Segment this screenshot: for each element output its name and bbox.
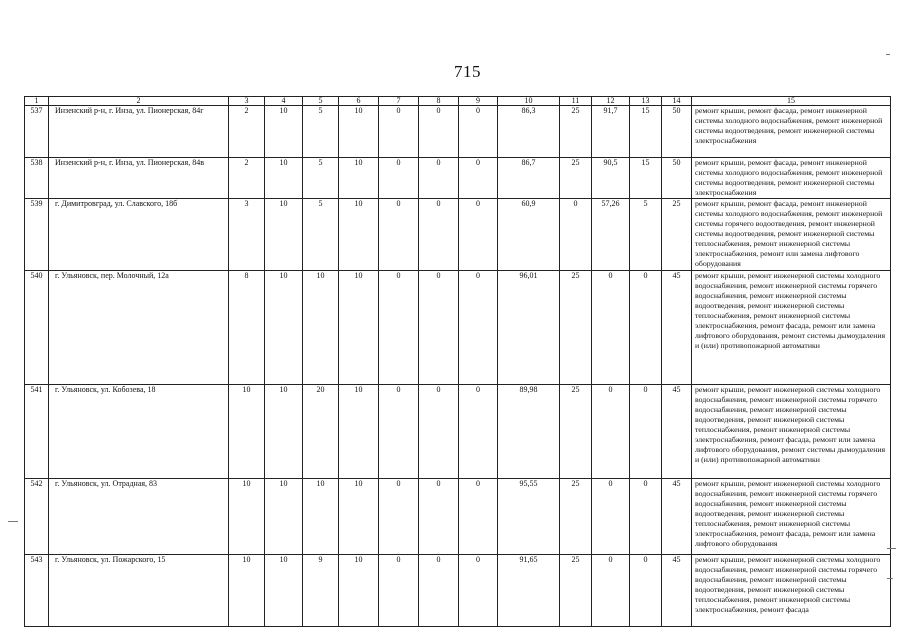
value-cell: 50 <box>662 106 692 158</box>
row-number: 539 <box>25 199 49 270</box>
value-cell: 57,26 <box>592 199 630 270</box>
value-cell: 90,5 <box>592 158 630 199</box>
value-cell: 0 <box>419 270 459 384</box>
page-number: 715 <box>454 62 481 81</box>
column-number: 3 <box>229 97 265 106</box>
value-cell: 10 <box>339 554 379 626</box>
value-cell: 0 <box>592 270 630 384</box>
value-cell: 3 <box>229 199 265 270</box>
value-cell: 5 <box>303 158 339 199</box>
value-cell: 0 <box>459 478 498 554</box>
value-cell: 45 <box>662 478 692 554</box>
value-cell: 0 <box>379 106 419 158</box>
value-cell: 10 <box>229 554 265 626</box>
header-row <box>25 97 891 106</box>
column-number: 10 <box>498 97 560 106</box>
value-cell: 0 <box>630 270 662 384</box>
works-cell: ремонт крыши, ремонт фасада, ремонт инженерной системы холодного водоснабжения, ремонт инженерной системы водоотведения, ремонт инженерной системы электроснабжения <box>692 158 891 199</box>
value-cell: 0 <box>592 478 630 554</box>
value-cell: 95,55 <box>498 478 560 554</box>
value-cell: 10 <box>339 478 379 554</box>
value-cell: 0 <box>379 478 419 554</box>
value-cell: 0 <box>459 384 498 478</box>
table-row <box>25 270 891 384</box>
column-number: 13 <box>630 97 662 106</box>
column-number: 4 <box>265 97 303 106</box>
value-cell: 0 <box>379 554 419 626</box>
value-cell: 0 <box>560 199 592 270</box>
value-cell: 25 <box>560 106 592 158</box>
value-cell: 10 <box>265 106 303 158</box>
value-cell: 0 <box>379 158 419 199</box>
margin-mark-right <box>887 548 896 549</box>
value-cell: 10 <box>339 158 379 199</box>
column-number: 5 <box>303 97 339 106</box>
address-cell: г. Ульяновск, ул. Пожарского, 15 <box>49 554 229 626</box>
row-number: 538 <box>25 158 49 199</box>
column-number: 12 <box>592 97 630 106</box>
value-cell: 0 <box>419 158 459 199</box>
value-cell: 25 <box>560 270 592 384</box>
column-number: 7 <box>379 97 419 106</box>
column-number: 15 <box>692 97 891 106</box>
value-cell: 10 <box>265 158 303 199</box>
value-cell: 0 <box>419 554 459 626</box>
value-cell: 0 <box>592 384 630 478</box>
address-cell: г. Димитровград, ул. Славского, 18б <box>49 199 229 270</box>
value-cell: 20 <box>303 384 339 478</box>
value-cell: 25 <box>560 384 592 478</box>
value-cell: 0 <box>379 199 419 270</box>
address-cell: г. Ульяновск, пер. Молочный, 12а <box>49 270 229 384</box>
value-cell: 0 <box>459 106 498 158</box>
value-cell: 10 <box>265 199 303 270</box>
works-cell: ремонт крыши, ремонт инженерной системы холодного водоснабжения, ремонт инженерной системы горячего водоснабжения, ремонт инженерной системы водоотведения, ремонт инженерной системы теплоснабжения, ремонт инженерной системы электроснабжения, ремонт фасада, ремонт или замена лифтового оборудования, ремонт системы дымоудаления и (или) противопожарной автоматики <box>692 270 891 384</box>
value-cell: 10 <box>265 384 303 478</box>
value-cell: 0 <box>592 554 630 626</box>
value-cell: 5 <box>303 106 339 158</box>
works-cell: ремонт крыши, ремонт фасада, ремонт инженерной системы холодного водоснабжения, ремонт инженерной системы горячего водоотведения, ремонт инженерной системы водоотведения, ремонт инженерной системы теплоснабжения, ремонт инженерной системы электроснабжения, ремонт или замена лифтового оборудования <box>692 199 891 270</box>
row-number: 541 <box>25 384 49 478</box>
value-cell: 45 <box>662 270 692 384</box>
column-number: 2 <box>49 97 229 106</box>
value-cell: 10 <box>339 270 379 384</box>
value-cell: 50 <box>662 158 692 199</box>
column-number: 8 <box>419 97 459 106</box>
value-cell: 89,98 <box>498 384 560 478</box>
value-cell: 0 <box>630 554 662 626</box>
row-number: 540 <box>25 270 49 384</box>
value-cell: 60,9 <box>498 199 560 270</box>
repair-table <box>24 96 891 627</box>
value-cell: 10 <box>303 270 339 384</box>
table-row <box>25 478 891 554</box>
value-cell: 0 <box>379 384 419 478</box>
margin-mark-left <box>8 521 18 522</box>
value-cell: 10 <box>265 270 303 384</box>
value-cell: 0 <box>419 478 459 554</box>
column-number: 14 <box>662 97 692 106</box>
value-cell: 10 <box>339 384 379 478</box>
value-cell: 45 <box>662 554 692 626</box>
value-cell: 0 <box>419 106 459 158</box>
value-cell: 8 <box>229 270 265 384</box>
column-number: 6 <box>339 97 379 106</box>
works-cell: ремонт крыши, ремонт фасада, ремонт инженерной системы холодного водоснабжения, ремонт инженерной системы водоотведения, ремонт инженерной системы электроснабжения <box>692 106 891 158</box>
value-cell: 91,7 <box>592 106 630 158</box>
value-cell: 45 <box>662 384 692 478</box>
value-cell: 25 <box>560 478 592 554</box>
value-cell: 0 <box>630 478 662 554</box>
value-cell: 10 <box>229 478 265 554</box>
value-cell: 5 <box>630 199 662 270</box>
value-cell: 2 <box>229 158 265 199</box>
value-cell: 25 <box>662 199 692 270</box>
value-cell: 91,65 <box>498 554 560 626</box>
value-cell: 15 <box>630 158 662 199</box>
table-row <box>25 199 891 270</box>
table-row <box>25 106 891 158</box>
value-cell: 2 <box>229 106 265 158</box>
value-cell: 10 <box>229 384 265 478</box>
value-cell: 0 <box>459 199 498 270</box>
value-cell: 10 <box>265 478 303 554</box>
row-number: 542 <box>25 478 49 554</box>
value-cell: 10 <box>303 478 339 554</box>
value-cell: 0 <box>459 554 498 626</box>
value-cell: 5 <box>303 199 339 270</box>
value-cell: 9 <box>303 554 339 626</box>
value-cell: 0 <box>419 199 459 270</box>
works-cell: ремонт крыши, ремонт инженерной системы холодного водоснабжения, ремонт инженерной системы горячего водоснабжения, ремонт инженерной системы водоотведения, ремонт инженерной системы теплоснабжения, ремонт инженерной системы электроснабжения, ремонт фасада <box>692 554 891 626</box>
value-cell: 10 <box>339 199 379 270</box>
works-cell: ремонт крыши, ремонт инженерной системы холодного водоснабжения, ремонт инженерной системы горячего водоснабжения, ремонт инженерной системы водоотведения, ремонт инженерной системы теплоснабжения, ремонт инженерной системы электроснабжения, ремонт фасада, ремонт или замена лифтового оборудования, ремонт системы дымоудаления и (или) противопожарной автоматики <box>692 384 891 478</box>
margin-mark-right-top <box>886 54 890 55</box>
value-cell: 0 <box>459 270 498 384</box>
value-cell: 10 <box>265 554 303 626</box>
table-row <box>25 158 891 199</box>
address-cell: г. Ульяновск, ул. Кобозева, 18 <box>49 384 229 478</box>
value-cell: 0 <box>459 158 498 199</box>
column-number: 1 <box>25 97 49 106</box>
address-cell: Инзенский р-н, г. Инза, ул. Пионерская, 84в <box>49 158 229 199</box>
value-cell: 96,01 <box>498 270 560 384</box>
value-cell: 0 <box>630 384 662 478</box>
value-cell: 25 <box>560 158 592 199</box>
column-number: 11 <box>560 97 592 106</box>
value-cell: 0 <box>419 384 459 478</box>
value-cell: 10 <box>339 106 379 158</box>
address-cell: г. Ульяновск, ул. Отрадная, 83 <box>49 478 229 554</box>
table-row <box>25 554 891 626</box>
table-row <box>25 384 891 478</box>
column-number: 9 <box>459 97 498 106</box>
value-cell: 25 <box>560 554 592 626</box>
works-cell: ремонт крыши, ремонт инженерной системы холодного водоснабжения, ремонт инженерной системы горячего водоснабжения, ремонт инженерной системы водоотведения, ремонт инженерной системы теплоснабжения, ремонт инженерной системы электроснабжения, ремонт фасада, ремонт или замена лифтового оборудования <box>692 478 891 554</box>
row-number: 537 <box>25 106 49 158</box>
margin-mark-right-low <box>887 578 893 579</box>
value-cell: 15 <box>630 106 662 158</box>
value-cell: 0 <box>379 270 419 384</box>
row-number: 543 <box>25 554 49 626</box>
value-cell: 86,3 <box>498 106 560 158</box>
address-cell: Инзенский р-н, г. Инза, ул. Пионерская, 84г <box>49 106 229 158</box>
value-cell: 86,7 <box>498 158 560 199</box>
